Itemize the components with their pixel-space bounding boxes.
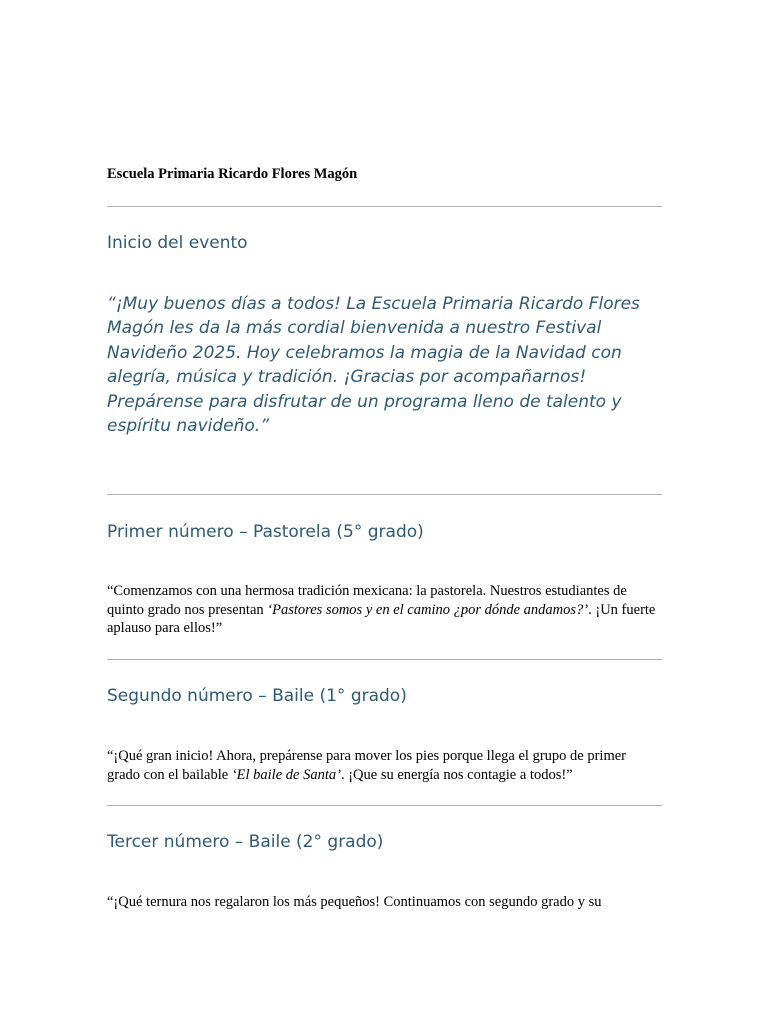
section-text-1-end: . ¡Un fuerte aplauso para ellos!”	[107, 601, 656, 636]
section-text-1-start: “Comenzamos con una hermosa tradición mexicana: la pastorela. Nuestros estudiantes de quinto grado nos presentan	[107, 583, 627, 618]
section-heading-1: Primer número – Pastorela (5° grado)	[107, 522, 424, 542]
school-title: Escuela Primaria Ricardo Flores Magón	[107, 166, 358, 182]
opening-heading: Inicio del evento	[107, 233, 248, 253]
divider	[107, 206, 662, 207]
divider	[107, 659, 662, 660]
section-heading-3: Tercer número – Baile (2° grado)	[107, 832, 384, 852]
section-text-3-start: “¡Qué ternura nos regalaron los más pequeños! Continuamos con segundo grado y su	[107, 894, 602, 910]
section-text-2-start: “¡Qué gran inicio! Ahora, prepárense para mover los pies porque llega el grupo de primer grado con el bailable	[107, 748, 626, 783]
welcome-quote: “¡Muy buenos días a todos! La Escuela Primaria Ricardo Flores Magón les da la más cordial bienvenida a nuestro Festival Navideño 2025. Hoy celebramos la magia de la Navidad con alegría, música y tradición. ¡Gracias por acompañarnos! Prepárense para disfrutar de un programa lleno de talento y espíritu navideño.”	[107, 294, 640, 437]
divider	[107, 494, 662, 495]
section-text-1	[107, 582, 662, 638]
divider	[107, 805, 662, 806]
section-title-2: ‘El baile de Santa’	[231, 766, 341, 783]
section-text-3	[107, 893, 662, 912]
section-text-2-end: . ¡Que su energía nos contagie a todos!”	[340, 766, 573, 783]
section-title-1: ‘Pastores somos y en el camino ¿por dónde andamos?’	[267, 601, 589, 618]
section-heading-2: Segundo número – Baile (1° grado)	[107, 686, 407, 706]
section-text-2	[107, 747, 662, 784]
